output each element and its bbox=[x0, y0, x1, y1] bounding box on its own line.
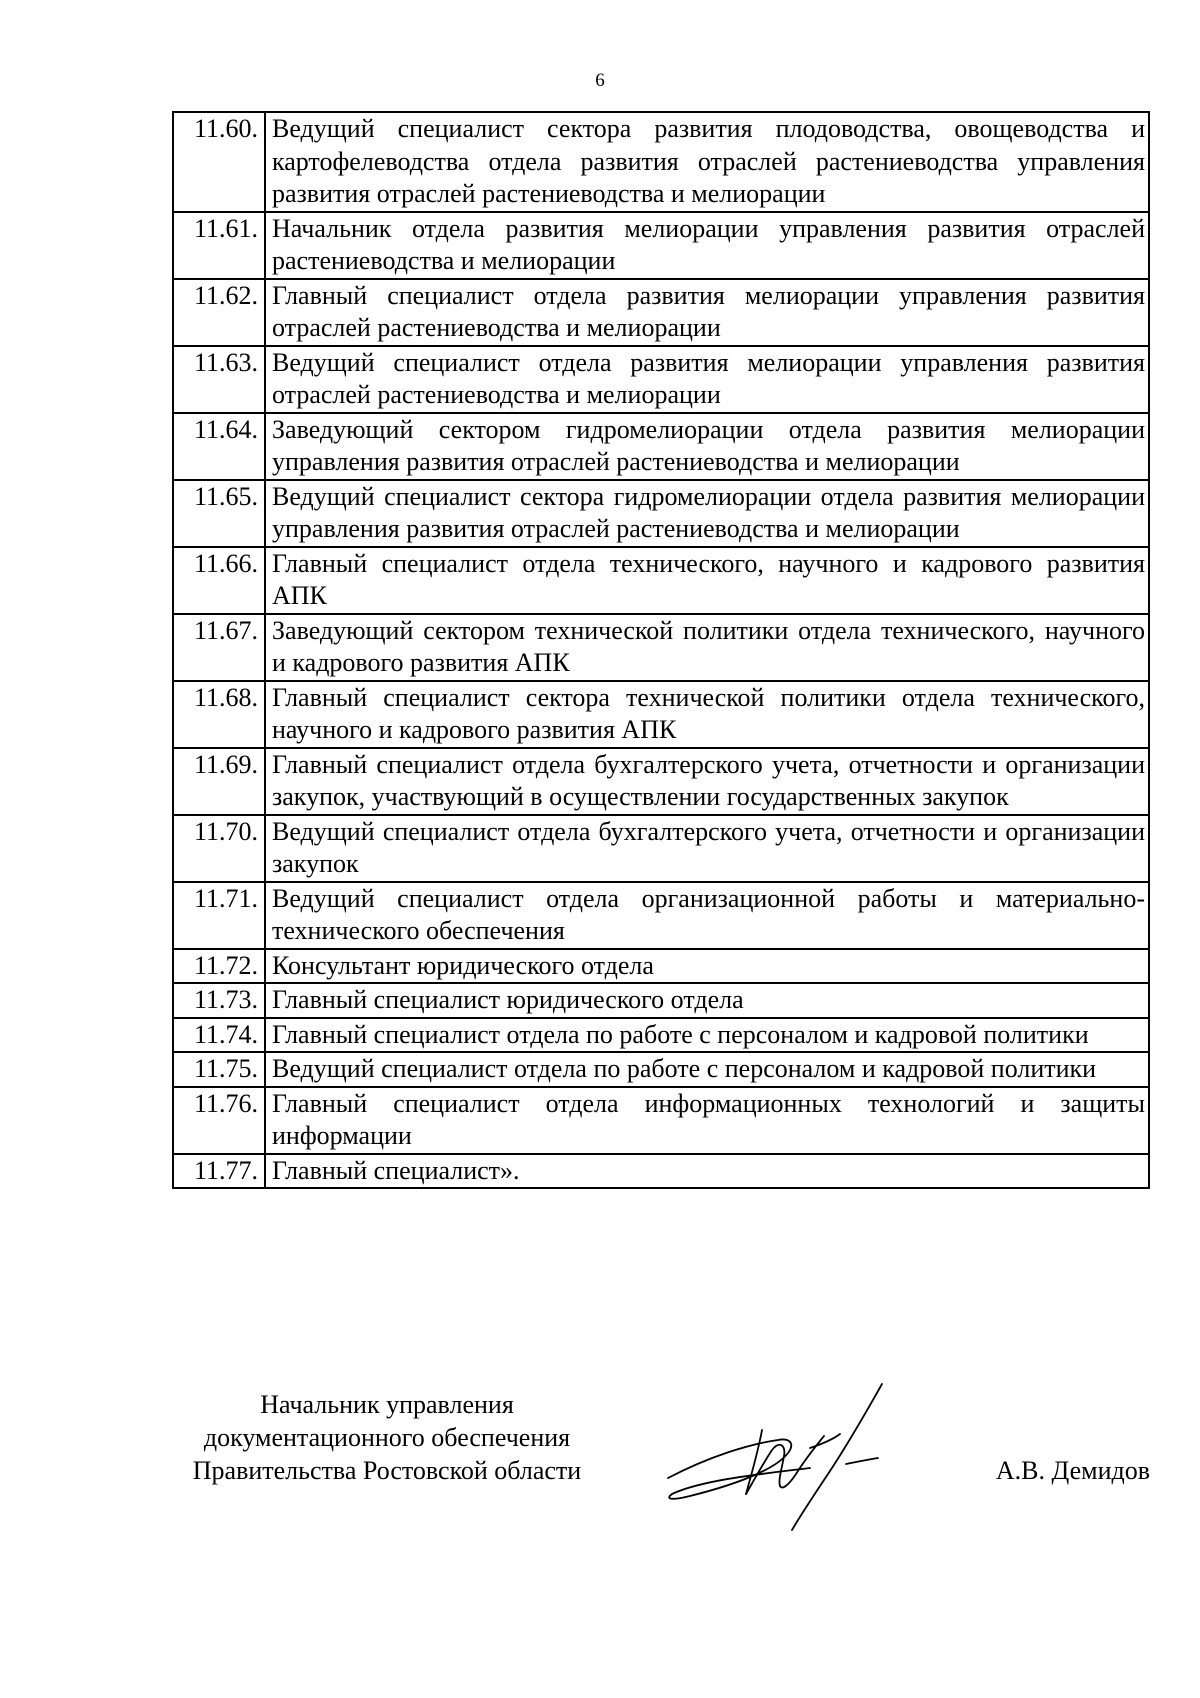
position-title: Главный специалист отдела по работе с персоналом и кадровой политики bbox=[265, 1018, 1149, 1053]
table-row bbox=[173, 1087, 1149, 1154]
table-row bbox=[173, 413, 1149, 480]
table-row bbox=[173, 614, 1149, 681]
row-number: 11.73. bbox=[173, 983, 265, 1018]
row-number: 11.63. bbox=[173, 346, 265, 413]
table-row bbox=[173, 279, 1149, 346]
row-number: 11.74. bbox=[173, 1018, 265, 1053]
row-number: 11.76. bbox=[173, 1087, 265, 1154]
position-title: Главный специалист отдела бухгалтерского учета, отчетности и организации закупок, участвующий в осуществлении государственных закупок bbox=[265, 748, 1149, 815]
row-number: 11.60. bbox=[173, 112, 265, 212]
position-title: Главный специалист юридического отдела bbox=[265, 983, 1149, 1018]
table-row bbox=[173, 815, 1149, 882]
table-row bbox=[173, 547, 1149, 614]
position-title: Ведущий специалист отдела по работе с персоналом и кадровой политики bbox=[265, 1052, 1149, 1087]
signatory-position-line: документационного обеспечения bbox=[203, 1423, 571, 1452]
page-number: 6 bbox=[595, 70, 605, 91]
handwritten-signature-icon bbox=[650, 1370, 940, 1540]
table-row bbox=[173, 480, 1149, 547]
table-row bbox=[173, 1154, 1149, 1189]
row-number: 11.64. bbox=[173, 413, 265, 480]
position-title: Заведующий сектором гидромелиорации отдела развития мелиорации управления развития отраслей растениеводства и мелиорации bbox=[265, 413, 1149, 480]
position-title: Главный специалист сектора технической политики отдела технического, научного и кадрового развития АПК bbox=[265, 681, 1149, 748]
position-title: Консультант юридического отдела bbox=[265, 949, 1149, 984]
row-number: 11.72. bbox=[173, 949, 265, 984]
row-number: 11.77. bbox=[173, 1154, 265, 1189]
row-number: 11.66. bbox=[173, 547, 265, 614]
position-title: Ведущий специалист отдела организационной работы и материально-технического обеспечения bbox=[265, 882, 1149, 949]
table-row bbox=[173, 983, 1149, 1018]
position-title: Начальник отдела развития мелиорации управления развития отраслей растениеводства и мелиорации bbox=[265, 212, 1149, 279]
row-number: 11.71. bbox=[173, 882, 265, 949]
row-number: 11.69. bbox=[173, 748, 265, 815]
position-title: Главный специалист». bbox=[265, 1154, 1149, 1189]
position-title: Ведущий специалист сектора гидромелиорации отдела развития мелиорации управления развития отраслей растениеводства и мелиорации bbox=[265, 480, 1149, 547]
row-number: 11.75. bbox=[173, 1052, 265, 1087]
table-row bbox=[173, 346, 1149, 413]
table-row bbox=[173, 681, 1149, 748]
row-number: 11.62. bbox=[173, 279, 265, 346]
position-title: Главный специалист отдела развития мелиорации управления развития отраслей растениеводства и мелиорации bbox=[265, 279, 1149, 346]
table-row bbox=[173, 748, 1149, 815]
row-number: 11.67. bbox=[173, 614, 265, 681]
position-title: Ведущий специалист отдела бухгалтерского учета, отчетности и организации закупок bbox=[265, 815, 1149, 882]
position-title: Ведущий специалист сектора развития плодоводства, овощеводства и картофелеводства отдела развития отраслей растениеводства управления развития отраслей растениеводства и мелиорации bbox=[265, 112, 1149, 212]
positions-table bbox=[172, 111, 1150, 1189]
table-row bbox=[173, 1052, 1149, 1087]
table-row bbox=[173, 112, 1149, 212]
signer-name: А.В. Демидов bbox=[995, 1456, 1150, 1485]
signatory-position bbox=[172, 1388, 602, 1487]
table-row bbox=[173, 882, 1149, 949]
row-number: 11.68. bbox=[173, 681, 265, 748]
table-row bbox=[173, 949, 1149, 984]
position-title: Главный специалист отдела технического, научного и кадрового развития АПК bbox=[265, 547, 1149, 614]
table-row bbox=[173, 212, 1149, 279]
signatory-position-line: Начальник управления bbox=[260, 1390, 514, 1419]
signatory-position-line: Правительства Ростовской области bbox=[192, 1456, 582, 1485]
position-title: Ведущий специалист отдела развития мелиорации управления развития отраслей растениеводства и мелиорации bbox=[265, 346, 1149, 413]
row-number: 11.61. bbox=[173, 212, 265, 279]
row-number: 11.65. bbox=[173, 480, 265, 547]
row-number: 11.70. bbox=[173, 815, 265, 882]
table-row bbox=[173, 1018, 1149, 1053]
position-title: Заведующий сектором технической политики отдела технического, научного и кадрового развития АПК bbox=[265, 614, 1149, 681]
position-title: Главный специалист отдела информационных технологий и защиты информации bbox=[265, 1087, 1149, 1154]
